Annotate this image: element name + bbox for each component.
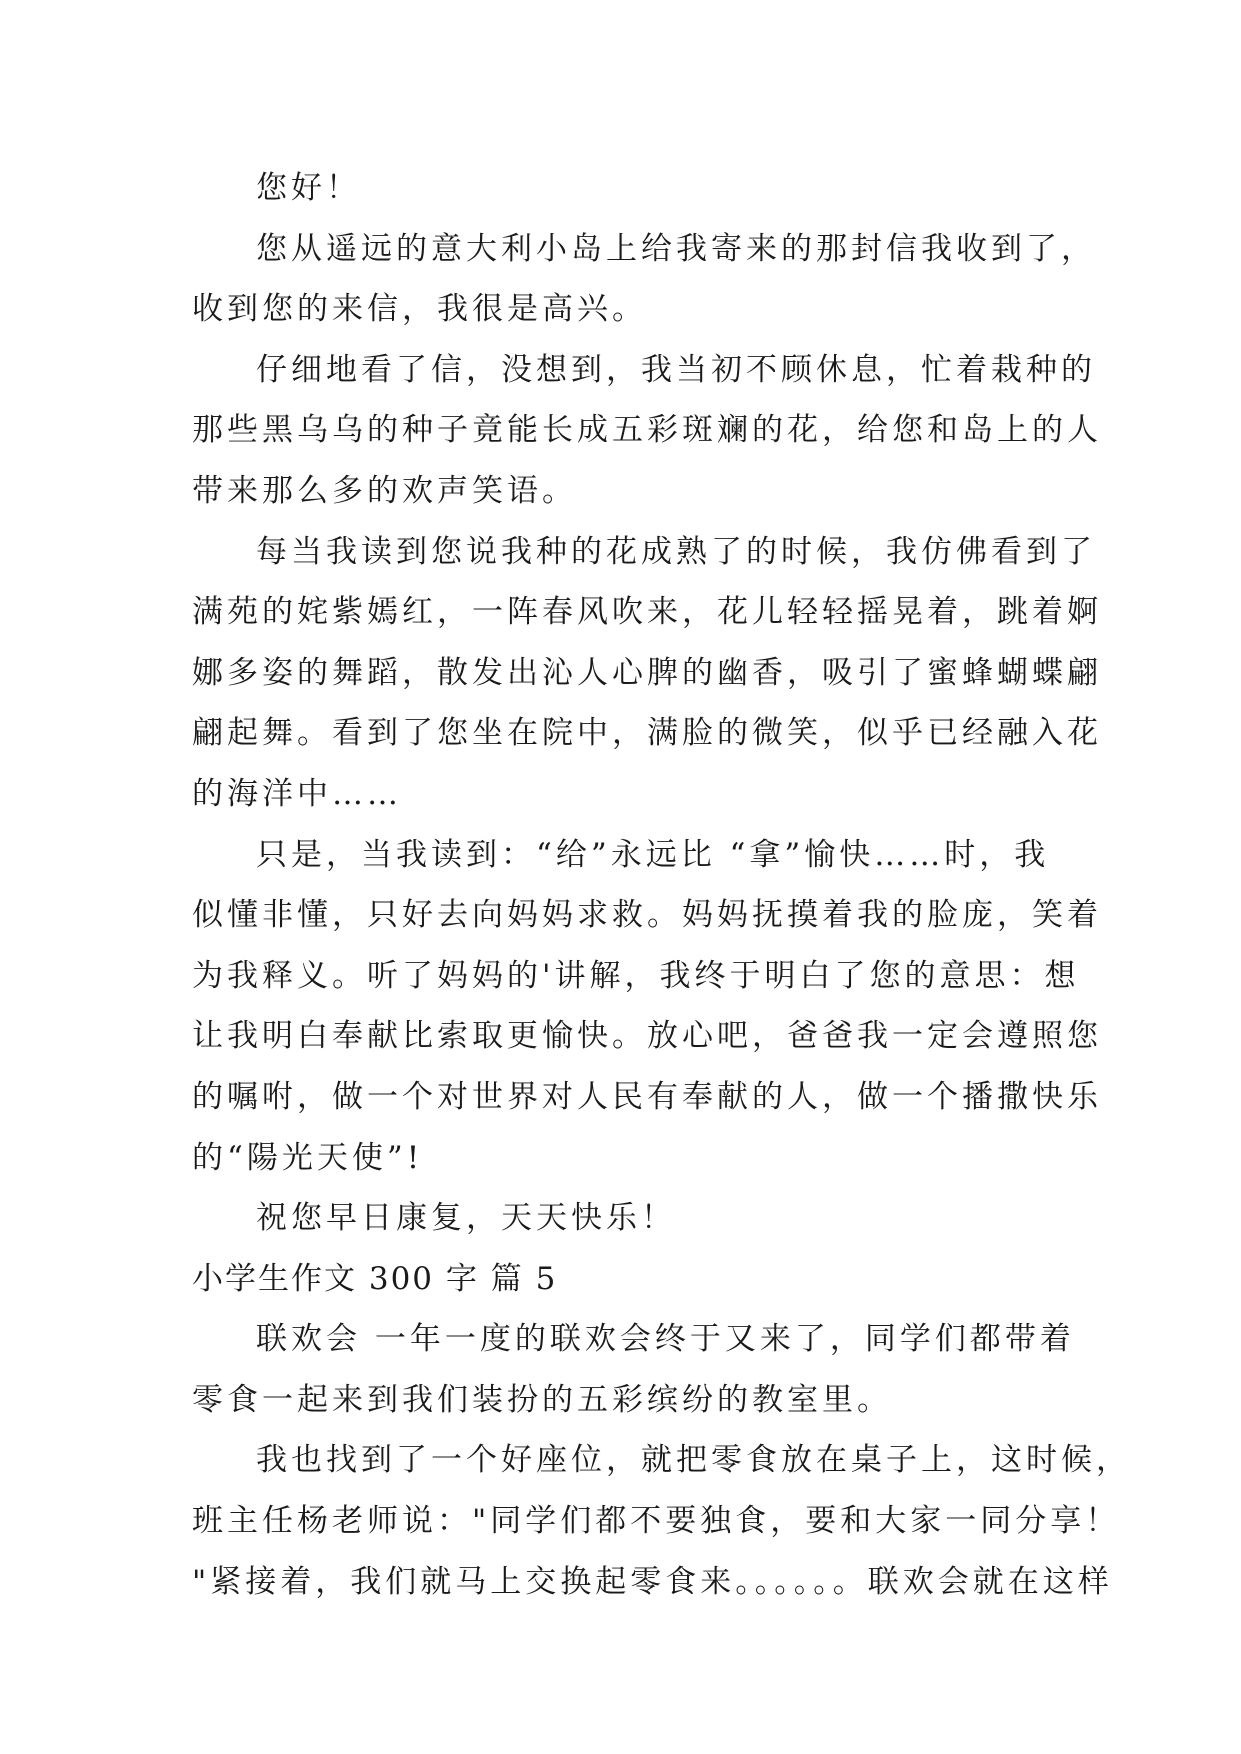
paragraph-line: 每当我读到您说我种的花成熟了的时候，我仿佛看到了: [256, 533, 1096, 570]
paragraph-line: 那些黑乌乌的种子竟能长成五彩斑斓的花，给您和岛上的人: [192, 412, 1102, 449]
paragraph-line: 的嘱咐，做一个对世界对人民有奉献的人，做一个播撒快乐: [192, 1078, 1102, 1115]
paragraph-line: 的“陽光天使”!: [192, 1139, 424, 1176]
greeting-line: 您好！: [256, 170, 361, 206]
paragraph-line: 零食一起来到我们装扮的五彩缤纷的教室里。: [192, 1381, 892, 1418]
paragraph-line: 满苑的姹紫嫣红，一阵春风吹来，花儿轻轻摇晃着，跳着婀: [192, 594, 1102, 631]
paragraph-line: 只是，当我读到：“给”永远比 “拿”愉快……时，我: [256, 836, 1050, 873]
paragraph-line: 带来那么多的欢声笑语。: [192, 472, 577, 509]
paragraph-line: "紧接着，我们就马上交换起零食来。。。。。。联欢会就在这样: [192, 1563, 1113, 1600]
paragraph-line: 翩起舞。看到了您坐在院中，满脸的微笑，似乎已经融入花: [192, 715, 1102, 752]
paragraph-line: 您从遥远的意大利小岛上给我寄来的那封信我收到了，: [256, 230, 1096, 267]
paragraph-line: 班主任杨老师说："同学们都不要独食，要和大家一同分享！: [192, 1503, 1121, 1540]
paragraph-line: 的海洋中……: [192, 775, 402, 812]
paragraph-line: 我也找到了一个好座位，就把零食放在桌子上，这时候，: [256, 1442, 1131, 1479]
paragraph-line: 联欢会 一年一度的联欢会终于又来了，同学们都带着: [256, 1321, 1075, 1358]
paragraph-line: 似懂非懂，只好去向妈妈求救。妈妈抚摸着我的脸庞，笑着: [192, 897, 1102, 934]
section-heading: 小学生作文 300 字 篇 5: [192, 1260, 558, 1297]
paragraph-line: 为我释义。听了妈妈的'讲解，我终于明白了您的意思：想: [192, 957, 1080, 994]
paragraph-line: 娜多姿的舞蹈，散发出沁人心脾的幽香，吸引了蜜蜂蝴蝶翩: [192, 654, 1102, 691]
closing-line: 祝您早日康复，天天快乐！: [256, 1200, 676, 1237]
paragraph-line: 让我明白奉献比索取更愉快。放心吧，爸爸我一定会遵照您: [192, 1018, 1102, 1055]
paragraph-line: 收到您的来信，我很是高兴。: [192, 291, 647, 328]
document-body: [192, 158, 1131, 1612]
paragraph-line: 仔细地看了信，没想到，我当初不顾休息，忙着栽种的: [256, 351, 1096, 388]
